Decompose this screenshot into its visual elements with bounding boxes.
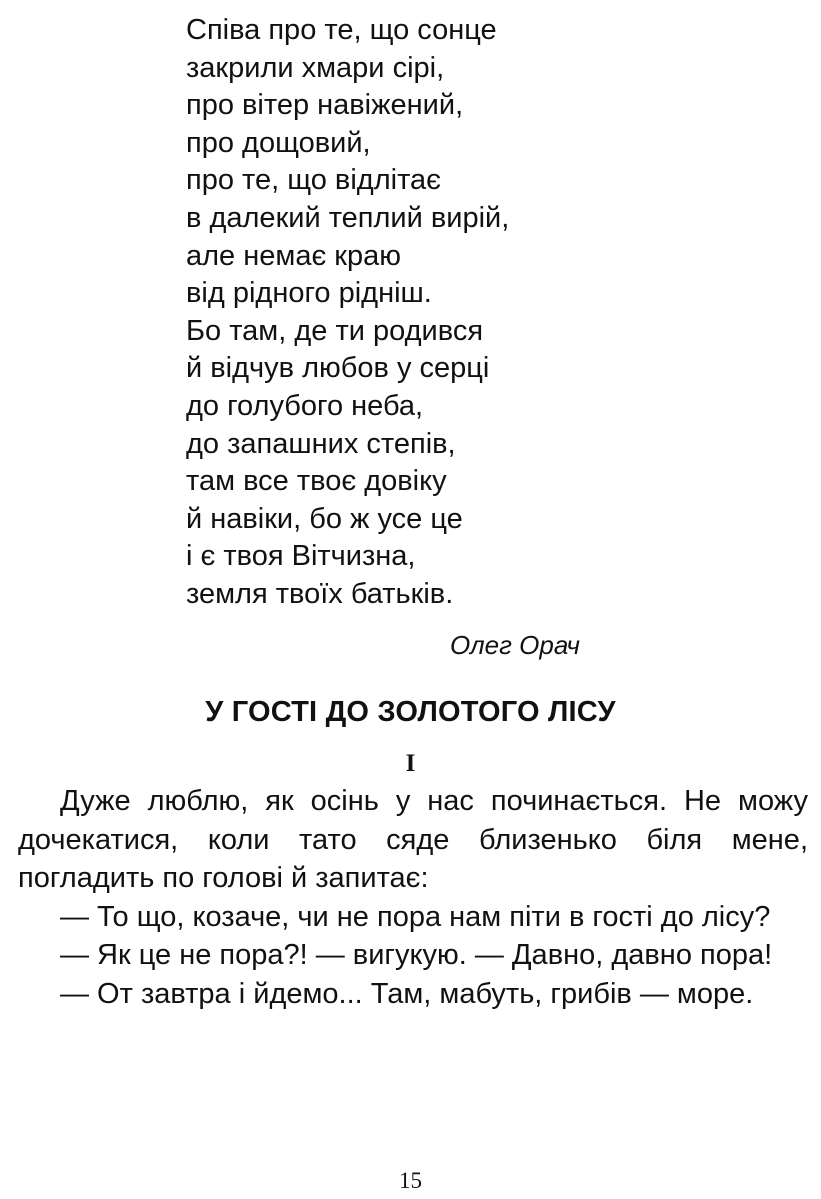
poem-line: про те, що відлітає	[186, 164, 441, 197]
poem-line: в далекий теплий вирій,	[186, 201, 510, 234]
poem-line: але немає краю	[186, 239, 401, 272]
poem-line: там все твоє довіку	[186, 465, 447, 498]
poem-line: й відчув любов у серці	[186, 352, 490, 385]
poem-line: закрили хмари сірі,	[186, 51, 445, 84]
page-number: 15	[399, 1168, 422, 1193]
paragraph: — От завтра і йдемо... Там, мабуть, грибів — море.	[60, 977, 754, 1010]
poem	[186, 12, 606, 614]
poem-line: Співа про те, що сонце	[186, 14, 497, 46]
poem-line: до голубого неба,	[186, 389, 424, 422]
poem-line: і є твоя Вітчизна,	[186, 540, 416, 573]
poem-line: від рідного рідніш.	[186, 277, 432, 310]
poem-line: про вітер навіжений,	[186, 89, 464, 122]
story-text	[18, 782, 808, 1013]
section-number: I	[405, 750, 416, 777]
paragraph: — Як це не пора?! — вигукую. — Давно, давно пора!	[60, 939, 773, 971]
poem-line: й навіки, бо ж усе це	[186, 502, 463, 535]
paragraph: — То що, козаче, чи не пора нам піти в гості до лісу?	[60, 900, 771, 933]
story-title: У ГОСТІ ДО ЗОЛОТОГО ЛІСУ	[205, 696, 616, 728]
poem-line: Бо там, де ти родився	[186, 314, 484, 347]
poem-line: до запашних степів,	[186, 427, 456, 460]
paragraph: Дуже люблю, як осінь у нас починається. Не можу дочекатися, коли тато сяде близенько біля мене, погладить по голові й запитає:	[18, 785, 808, 894]
poem-line: про дощовий,	[186, 126, 371, 159]
poem-line: земля твоїх батьків.	[186, 577, 454, 610]
poem-author: Олег Орач	[450, 630, 580, 660]
